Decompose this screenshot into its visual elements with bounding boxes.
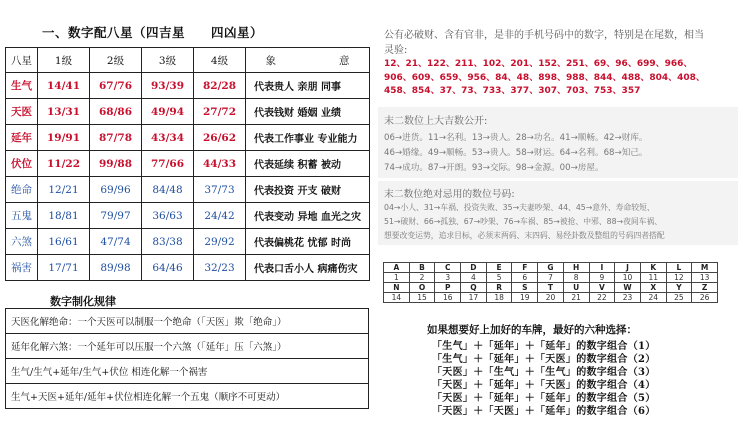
number-cell: 24 xyxy=(640,293,666,303)
level-4-value: 32/23 xyxy=(194,255,246,281)
number-cell: 14 xyxy=(384,293,410,303)
level-1-value: 18/81 xyxy=(38,203,90,229)
table-row xyxy=(6,73,370,99)
letter-cell: L xyxy=(666,263,692,273)
level-3-value: 49/94 xyxy=(142,99,194,125)
number-cell: 22 xyxy=(589,293,615,303)
table-row xyxy=(6,229,370,255)
number-cell: 6 xyxy=(512,273,538,283)
level-4-value: 27/72 xyxy=(194,99,246,125)
star-name: 绝命 xyxy=(6,177,38,203)
letter-cell: V xyxy=(589,283,615,293)
number-cell: 23 xyxy=(615,293,641,303)
header-level-3: 3级 xyxy=(142,48,194,73)
letter-cell: U xyxy=(563,283,589,293)
letter-cell: Q xyxy=(461,283,487,293)
number-cell: 18 xyxy=(486,293,512,303)
level-2-value: 87/78 xyxy=(90,125,142,151)
table-row xyxy=(6,255,370,281)
combo-item: 「天医」＋「延年」＋「延年」的数字组合（5） xyxy=(432,393,656,404)
bad-line: 51→破财、66→孤独、67→吵架、76→车祸、85→被抢、中邪、88→夜间车祸、 xyxy=(384,217,663,226)
header-level-4: 4级 xyxy=(194,48,246,73)
forbidden-numbers-box xyxy=(378,181,738,245)
number-row xyxy=(384,293,718,303)
star-meaning: 代表贵人 亲朋 同事 xyxy=(246,73,370,99)
rule-item: 延年化解六煞：一个延年可以压服一个六煞（「延年」压「六煞」） xyxy=(6,334,369,359)
lucky-line: 46→婚缘。49→顺畅。53→贵人。58→财运。64→名利。68→知己。 xyxy=(384,148,648,158)
number-cell: 1 xyxy=(384,273,410,283)
combo-item: 「天医」＋「延年」＋「天医」的数字组合（4） xyxy=(432,380,656,391)
combo-item: 「生气」＋「延年」＋「延年」的数字组合（1） xyxy=(432,341,656,352)
level-2-value: 79/97 xyxy=(90,203,142,229)
bad-number-list: 12、21、122、211、102、201、152、251、69、96、699、966、906、609、659、956、84、48、898、988、844、488、804、408、458、854、37、73、733、377、307、703、753、357 xyxy=(384,59,705,96)
star-meaning: 代表钱财 婚姻 业绩 xyxy=(246,99,370,125)
number-cell: 11 xyxy=(640,273,666,283)
table-row xyxy=(6,177,370,203)
number-cell: 9 xyxy=(589,273,615,283)
letter-cell: W xyxy=(615,283,641,293)
level-4-value: 24/42 xyxy=(194,203,246,229)
letter-number-table xyxy=(383,262,718,303)
bad-line: 04→小人、31→车祸、投资失败、35→夫妻吵架、44、45→意外、寿命较短、 xyxy=(384,203,655,212)
rules-title: 数字制化规律 xyxy=(50,295,116,308)
letter-row xyxy=(384,283,718,293)
number-cell: 15 xyxy=(409,293,435,303)
level-4-value: 44/33 xyxy=(194,151,246,177)
level-1-value: 19/91 xyxy=(38,125,90,151)
bad-line: 想要改变运势，追求目标，必须末两码、末四码、易经卦数及整组的号码四者搭配 xyxy=(384,231,665,240)
bad-box-title: 末二数位绝对忌用的数位号码: xyxy=(384,189,515,200)
number-cell: 10 xyxy=(615,273,641,283)
letter-cell: B xyxy=(409,263,435,273)
level-4-value: 82/28 xyxy=(194,73,246,99)
number-cell: 12 xyxy=(666,273,692,283)
table-row xyxy=(6,203,370,229)
level-3-value: 77/66 xyxy=(142,151,194,177)
number-cell: 7 xyxy=(538,273,564,283)
letter-cell: P xyxy=(435,283,461,293)
star-meaning: 代表变动 异地 血光之灾 xyxy=(246,203,370,229)
level-1-value: 12/21 xyxy=(38,177,90,203)
level-4-value: 29/92 xyxy=(194,229,246,255)
level-1-value: 17/71 xyxy=(38,255,90,281)
number-cell: 17 xyxy=(461,293,487,303)
letter-cell: C xyxy=(435,263,461,273)
star-name: 六煞 xyxy=(6,229,38,255)
star-name: 天医 xyxy=(6,99,38,125)
level-4-value: 37/73 xyxy=(194,177,246,203)
level-3-value: 93/39 xyxy=(142,73,194,99)
level-1-value: 16/61 xyxy=(38,229,90,255)
level-3-value: 83/38 xyxy=(142,229,194,255)
header-star: 八星 xyxy=(6,48,38,73)
letter-cell: D xyxy=(461,263,487,273)
number-cell: 26 xyxy=(692,293,718,303)
level-1-value: 11/22 xyxy=(38,151,90,177)
level-2-value: 99/88 xyxy=(90,151,142,177)
level-1-value: 14/41 xyxy=(38,73,90,99)
level-2-value: 47/74 xyxy=(90,229,142,255)
level-1-value: 13/31 xyxy=(38,99,90,125)
table-row xyxy=(6,151,370,177)
level-3-value: 43/34 xyxy=(142,125,194,151)
number-row xyxy=(384,273,718,283)
letter-cell: S xyxy=(512,283,538,293)
letter-cell: X xyxy=(640,283,666,293)
letter-cell: T xyxy=(538,283,564,293)
number-cell: 3 xyxy=(435,273,461,283)
number-cell: 2 xyxy=(409,273,435,283)
combo-item: 「天医」＋「生气」＋「生气」的数字组合（3） xyxy=(432,367,656,378)
number-cell: 4 xyxy=(461,273,487,283)
letter-cell: O xyxy=(409,283,435,293)
rule-item: 生气+天医+延年/延年+伏位相连化解一个五鬼（顺序不可更动） xyxy=(6,384,369,409)
number-cell: 25 xyxy=(666,293,692,303)
letter-row xyxy=(384,263,718,273)
star-meaning: 代表投资 开支 破财 xyxy=(246,177,370,203)
letter-cell: Z xyxy=(692,283,718,293)
star-name: 延年 xyxy=(6,125,38,151)
number-cell: 19 xyxy=(512,293,538,303)
eight-stars-title: 一、数字配八星（四吉星 四凶星） xyxy=(42,25,264,40)
level-3-value: 64/46 xyxy=(142,255,194,281)
number-cell: 13 xyxy=(692,273,718,283)
rules-box xyxy=(5,308,369,409)
lucky-line: 06→进货。11→名利。13→贵人。28→功名。41→顺畅。42→财库。 xyxy=(384,133,648,143)
letter-cell: F xyxy=(512,263,538,273)
lucky-line: 74→成功。87→开朗。93→交际。98→金源。00→房屋。 xyxy=(384,163,604,173)
combo-title: 如果想要好上加好的车牌，最好的六种选择： xyxy=(427,324,637,336)
eight-stars-table xyxy=(5,47,370,281)
letter-cell: K xyxy=(640,263,666,273)
letter-cell: G xyxy=(538,263,564,273)
star-name: 祸害 xyxy=(6,255,38,281)
star-name: 生气 xyxy=(6,73,38,99)
level-3-value: 84/48 xyxy=(142,177,194,203)
letter-cell: Y xyxy=(666,283,692,293)
letter-cell: A xyxy=(384,263,410,273)
level-3-value: 36/63 xyxy=(142,203,194,229)
lucky-box-title: 末二数位上大吉数公开: xyxy=(384,116,488,127)
table-row xyxy=(6,125,370,151)
star-meaning: 代表口舌小人 病痛伤灾 xyxy=(246,255,370,281)
rule-item: 天医化解绝命：一个天医可以制服一个绝命（「天医」欺「绝命」） xyxy=(6,309,369,334)
number-cell: 20 xyxy=(538,293,564,303)
level-2-value: 69/96 xyxy=(90,177,142,203)
header-meaning: 象 意 xyxy=(246,48,370,73)
number-cell: 8 xyxy=(563,273,589,283)
lucky-numbers-box xyxy=(378,107,738,178)
number-cell: 5 xyxy=(486,273,512,283)
star-meaning: 代表延续 积蓄 被动 xyxy=(246,151,370,177)
star-meaning: 代表工作事业 专业能力 xyxy=(246,125,370,151)
level-4-value: 26/62 xyxy=(194,125,246,151)
number-cell: 16 xyxy=(435,293,461,303)
table-row xyxy=(6,99,370,125)
letter-cell: M xyxy=(692,263,718,273)
letter-cell: J xyxy=(615,263,641,273)
level-2-value: 89/98 xyxy=(90,255,142,281)
letter-cell: R xyxy=(486,283,512,293)
combo-item: 「天医」＋「天医」＋「延年」的数字组合（6） xyxy=(432,406,656,417)
combo-item: 「生气」＋「延年」＋「天医」的数字组合（2） xyxy=(432,354,656,365)
rule-item: 生气/生气+延年/生气+伏位 相连化解一个祸害 xyxy=(6,359,369,384)
star-meaning: 代表偏桃花 忧郁 时尚 xyxy=(246,229,370,255)
notice-intro: 公有必破财、含有官非，是非的手机号码中的数字，特别是在尾数，相当灵验: xyxy=(384,30,704,56)
star-name: 伏位 xyxy=(6,151,38,177)
header-level-2: 2级 xyxy=(90,48,142,73)
level-2-value: 68/86 xyxy=(90,99,142,125)
letter-cell: I xyxy=(589,263,615,273)
star-name: 五鬼 xyxy=(6,203,38,229)
number-cell: 21 xyxy=(563,293,589,303)
letter-cell: E xyxy=(486,263,512,273)
table-header-row xyxy=(6,48,370,73)
letter-cell: H xyxy=(563,263,589,273)
letter-cell: N xyxy=(384,283,410,293)
header-level-1: 1级 xyxy=(38,48,90,73)
level-2-value: 67/76 xyxy=(90,73,142,99)
